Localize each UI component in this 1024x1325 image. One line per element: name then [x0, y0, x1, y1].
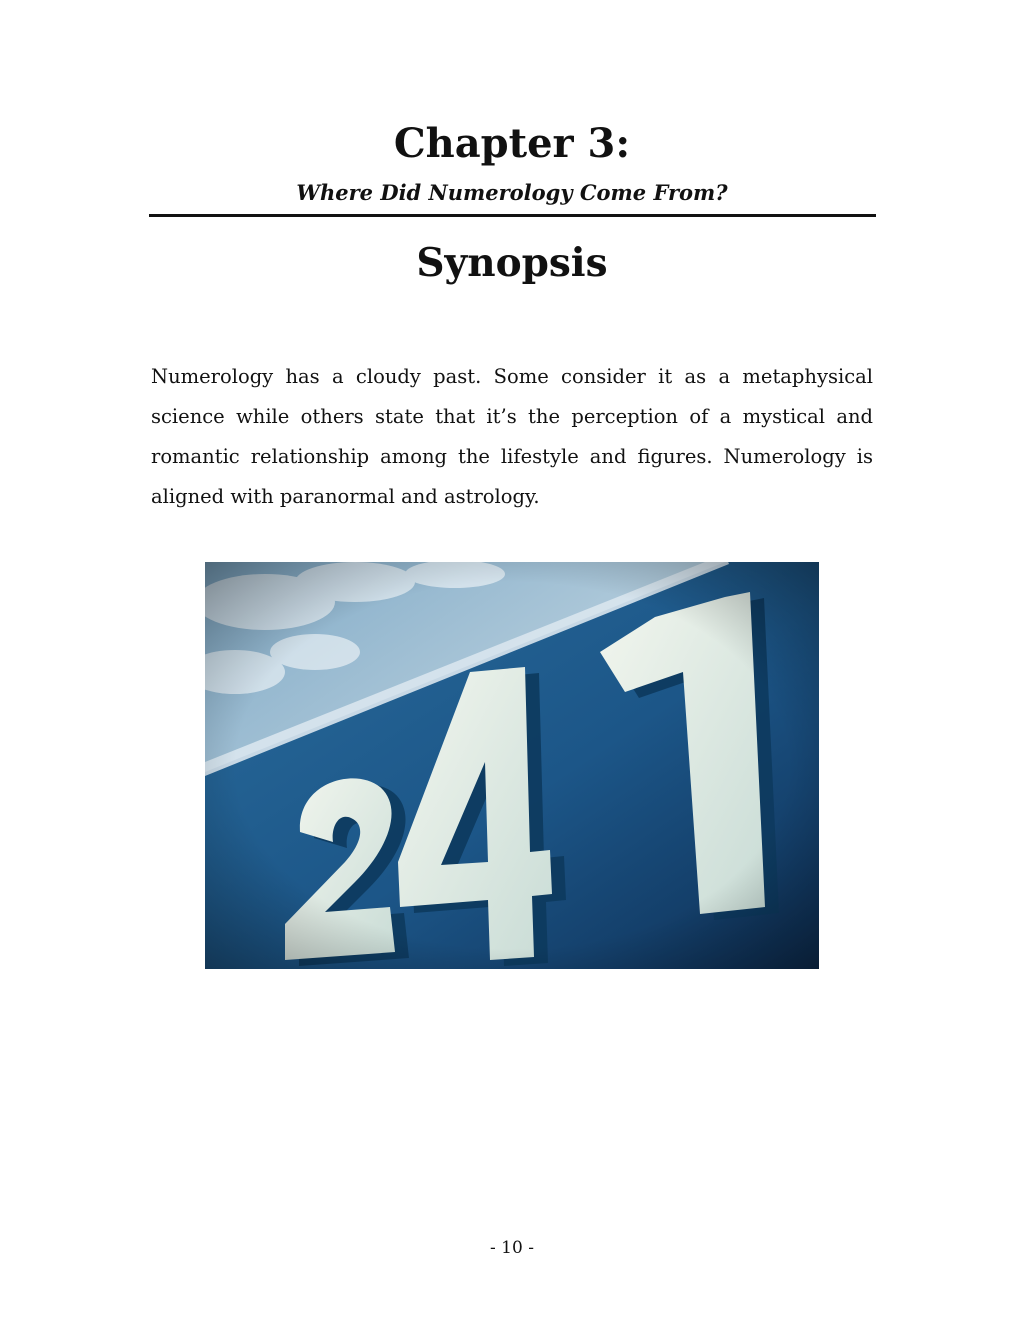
synopsis-paragraph: Numerology has a cloudy past. Some consider it as a metaphysical science while others state that it’s the perception of a mystical and romantic relationship among the lifestyle and figures. Numerology is aligned with paranormal and astrology. [151, 365, 873, 508]
title-divider [149, 214, 876, 217]
page-number: - 10 - [490, 1238, 534, 1258]
numbers-sign-photo [205, 562, 819, 969]
chapter-subtitle: Where Did Numerology Come From? [296, 180, 728, 205]
section-title: Synopsis [416, 240, 608, 286]
chapter-title: Chapter 3: [393, 120, 631, 167]
